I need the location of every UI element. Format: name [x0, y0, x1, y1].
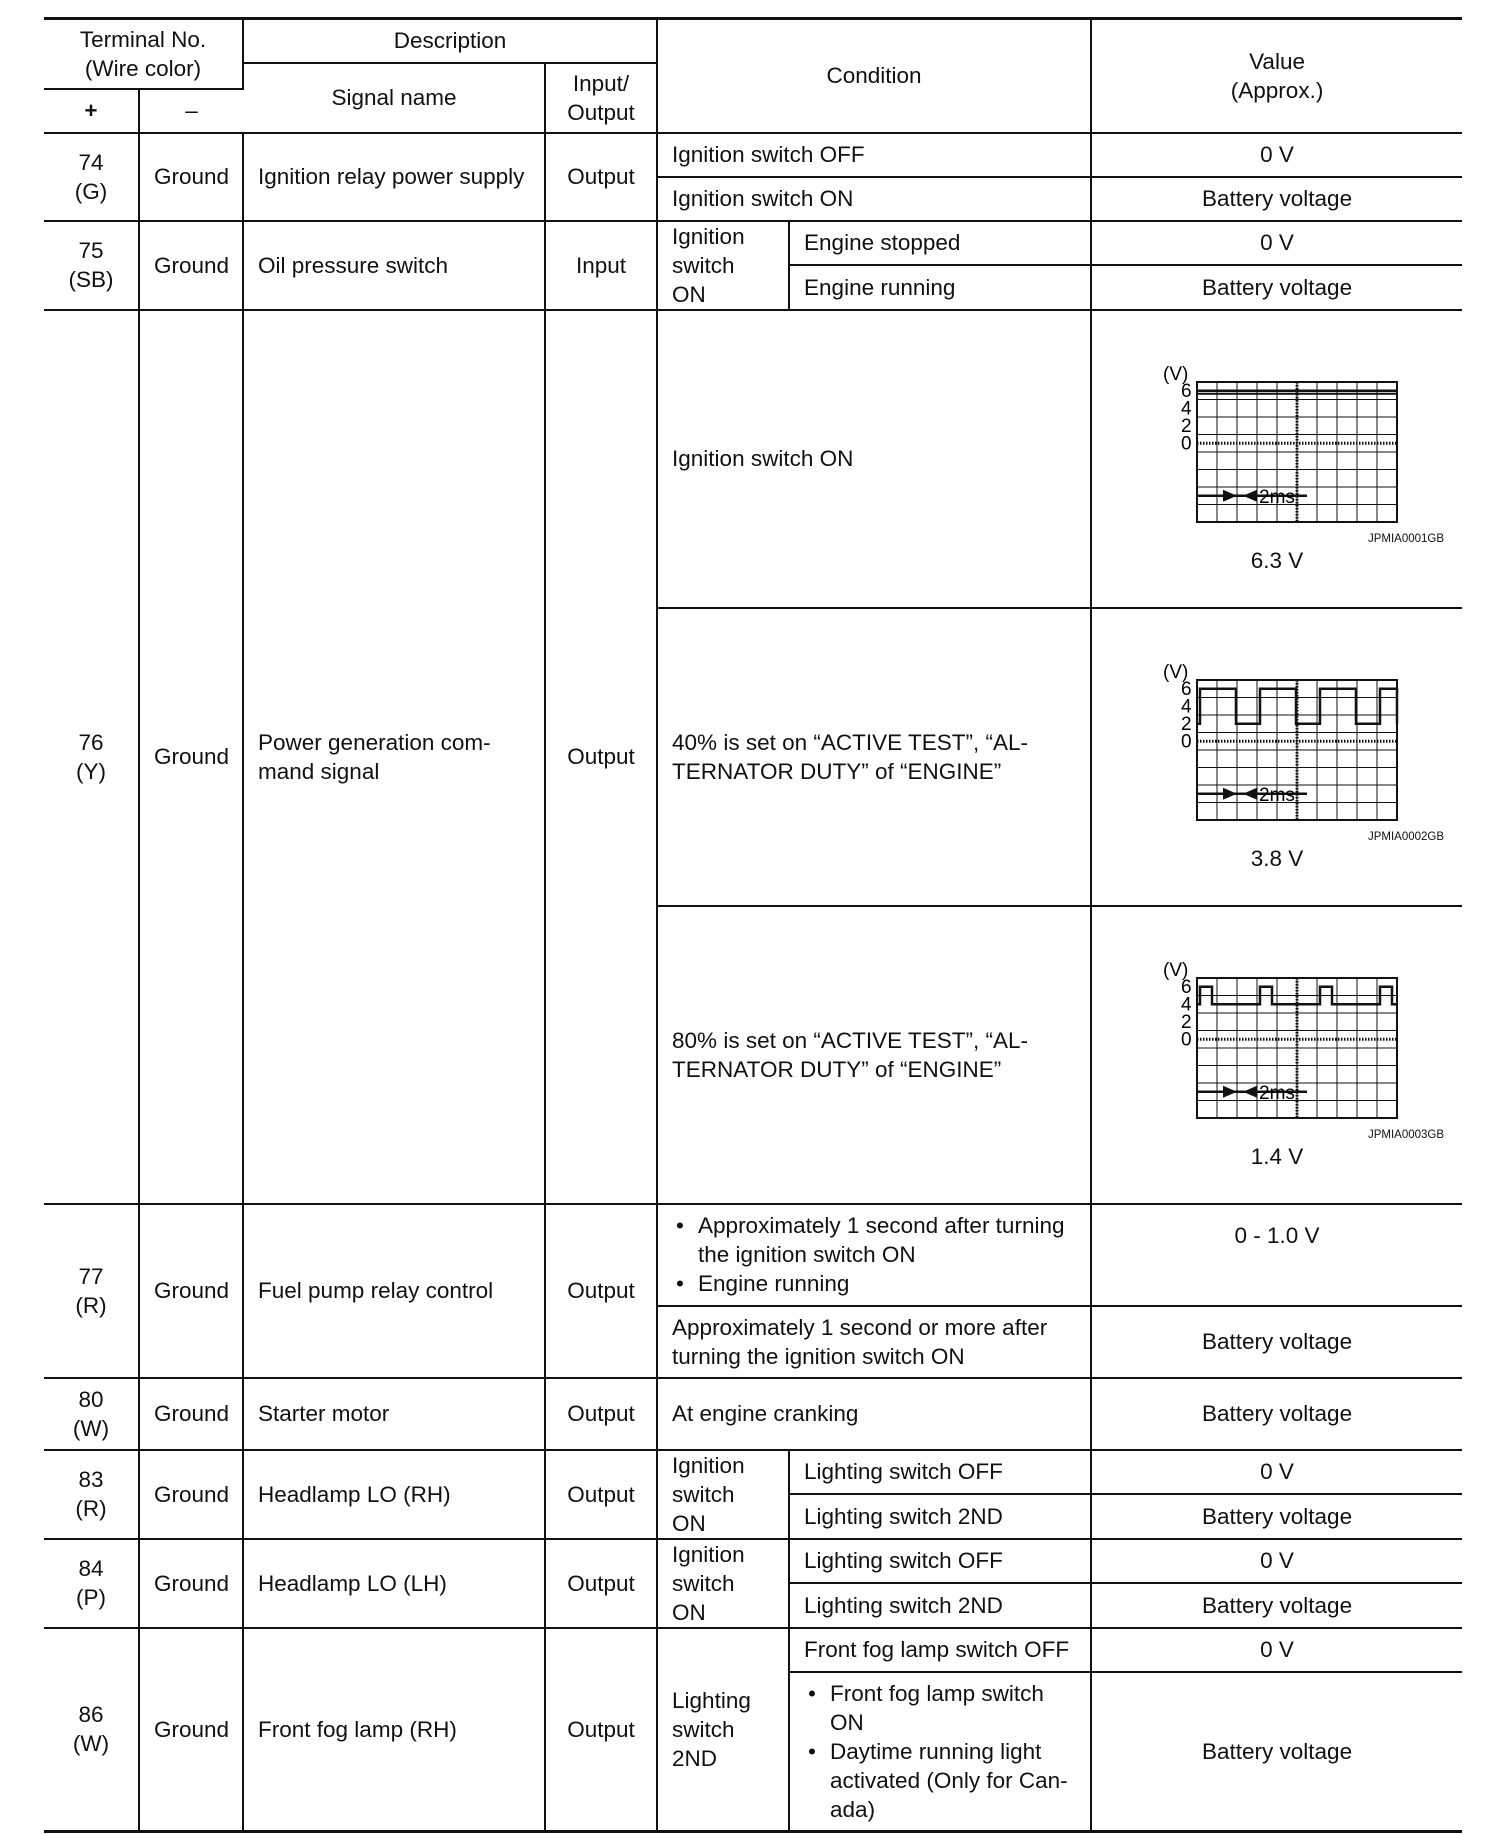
- axis-tick-label: 2: [1181, 415, 1192, 437]
- header-value: Value (Approx.): [1091, 19, 1462, 133]
- condition: Approximately 1 second or more after turning the ignition switch ON: [657, 1306, 1091, 1378]
- condition: Ignition switch ON: [657, 310, 1091, 608]
- condition: At engine cranking: [657, 1378, 1091, 1450]
- signal-name: Ignition relay power supply: [243, 133, 545, 221]
- condition: Engine running: [789, 265, 1091, 310]
- condition-group: Ignition switch ON: [657, 221, 789, 310]
- value: 0 V: [1091, 1628, 1462, 1672]
- axis-tick-label: 4: [1181, 398, 1192, 420]
- scope-grid: [1197, 382, 1397, 522]
- time-marker-arrow: [1243, 1086, 1257, 1098]
- axis-tick-label: 4: [1181, 696, 1192, 718]
- terminal-ground: Ground: [139, 1378, 243, 1450]
- terminal-ground: Ground: [139, 1539, 243, 1628]
- table-row: [44, 221, 1462, 266]
- value: 0 V: [1091, 1450, 1462, 1495]
- list-item: • Front fog lamp switch ON: [830, 1679, 1076, 1737]
- terminal-ground: Ground: [139, 221, 243, 310]
- axis-tick-label: 0: [1181, 731, 1192, 753]
- axis-tick-label: 0: [1181, 1029, 1192, 1051]
- header-condition: Condition: [657, 19, 1091, 133]
- waveform-cell: [1091, 310, 1462, 608]
- header-terminal: Terminal No. (Wire color): [44, 19, 243, 89]
- signal-name: Front fog lamp (RH): [243, 1628, 545, 1832]
- scope-grid: [1197, 978, 1397, 1118]
- terminal-no: 74 (G): [44, 133, 139, 221]
- signal-name: Fuel pump relay control: [243, 1204, 545, 1378]
- list-item: • Engine running: [698, 1269, 1076, 1298]
- terminal-no: 76 (Y): [44, 310, 139, 1204]
- time-marker-arrow: [1243, 490, 1257, 502]
- condition: Lighting switch 2ND: [789, 1583, 1091, 1628]
- terminal-ground: Ground: [139, 1628, 243, 1832]
- signal-name: Oil pressure switch: [243, 221, 545, 310]
- terminal-no: 75 (SB): [44, 221, 139, 310]
- condition: Ignition switch ON: [657, 177, 1091, 221]
- table-row: [44, 1450, 1462, 1495]
- terminal-ground: Ground: [139, 133, 243, 221]
- value: Battery voltage: [1091, 1378, 1462, 1450]
- waveform-cell: [1091, 906, 1462, 1204]
- table-row: [44, 1539, 1462, 1584]
- value: 1.4 V: [1250, 1144, 1304, 1169]
- input-output: Output: [545, 1204, 657, 1378]
- time-division-label: 2ms: [1259, 784, 1295, 806]
- figure-id: JPMIA0002GB: [1367, 831, 1445, 843]
- input-output: Output: [545, 1450, 657, 1539]
- value: 0 - 1.0 V: [1091, 1204, 1462, 1306]
- time-marker-arrow: [1223, 490, 1237, 502]
- oscilloscope-waveform-40pct: [1127, 640, 1427, 830]
- input-output: Output: [545, 1628, 657, 1832]
- waveform-cell: [1091, 608, 1462, 906]
- terminal-ground: Ground: [139, 310, 243, 1204]
- table-row: [44, 310, 1462, 608]
- value: 6.3 V: [1250, 548, 1304, 573]
- input-output: Input: [545, 221, 657, 310]
- condition: 80% is set on “ACTIVE TEST”, “AL- TERNATOR DUTY” of “ENGINE”: [657, 906, 1091, 1204]
- oscilloscope-waveform-80pct: [1127, 938, 1427, 1128]
- condition-group: Ignition switch ON: [657, 1539, 789, 1628]
- terminal-no: 86 (W): [44, 1628, 139, 1832]
- condition: 40% is set on “ACTIVE TEST”, “AL- TERNATOR DUTY” of “ENGINE”: [657, 608, 1091, 906]
- list-item: • Approximately 1 second after turning the ignition switch ON: [698, 1211, 1076, 1269]
- value: 0 V: [1091, 221, 1462, 266]
- signal-name: Power generation com- mand signal: [243, 310, 545, 1204]
- input-output: Output: [545, 133, 657, 221]
- value: 0 V: [1091, 133, 1462, 177]
- time-marker-arrow: [1223, 788, 1237, 800]
- waveform-trace: [1197, 689, 1397, 724]
- axis-unit-label: (V): [1163, 662, 1189, 683]
- signal-name: Headlamp LO (RH): [243, 1450, 545, 1539]
- terminal-no: 84 (P): [44, 1539, 139, 1628]
- axis-tick-label: 6: [1181, 678, 1192, 700]
- header-signal-name: Signal name: [243, 63, 545, 133]
- terminal-spec-table: [44, 17, 1462, 1833]
- axis-unit-label: (V): [1163, 960, 1189, 981]
- condition: [789, 1672, 1091, 1832]
- figure-id: JPMIA0001GB: [1367, 533, 1445, 545]
- condition: Ignition switch OFF: [657, 133, 1091, 177]
- condition: [657, 1204, 1091, 1306]
- condition: Lighting switch 2ND: [789, 1494, 1091, 1539]
- header-plus: +: [44, 89, 139, 133]
- signal-name: Starter motor: [243, 1378, 545, 1450]
- table-row: [44, 133, 1462, 177]
- header-description: Description: [243, 19, 657, 63]
- condition: Front fog lamp switch OFF: [789, 1628, 1091, 1672]
- axis-tick-label: 0: [1181, 433, 1192, 455]
- value: Battery voltage: [1091, 1494, 1462, 1539]
- value: Battery voltage: [1091, 1583, 1462, 1628]
- condition: Engine stopped: [789, 221, 1091, 266]
- header-minus: –: [139, 89, 243, 133]
- list-item: • Daytime running light activated (Only for Can- ada): [830, 1737, 1076, 1824]
- condition-group: Ignition switch ON: [657, 1450, 789, 1539]
- condition-group: Lighting switch 2ND: [657, 1628, 789, 1832]
- axis-tick-label: 2: [1181, 713, 1192, 735]
- value: Battery voltage: [1091, 1306, 1462, 1378]
- axis-unit-label: (V): [1163, 364, 1189, 385]
- axis-tick-label: 6: [1181, 976, 1192, 998]
- header-input-output: Input/ Output: [545, 63, 657, 133]
- axis-tick-label: 2: [1181, 1011, 1192, 1033]
- value: Battery voltage: [1091, 177, 1462, 221]
- time-marker-arrow: [1223, 1086, 1237, 1098]
- input-output: Output: [545, 1378, 657, 1450]
- condition: Lighting switch OFF: [789, 1539, 1091, 1584]
- value: 3.8 V: [1250, 846, 1304, 871]
- terminal-no: 77 (R): [44, 1204, 139, 1378]
- value: 0 V: [1091, 1539, 1462, 1584]
- terminal-no: 80 (W): [44, 1378, 139, 1450]
- table-row: [44, 1378, 1462, 1450]
- signal-name: Headlamp LO (LH): [243, 1539, 545, 1628]
- terminal-no: 83 (R): [44, 1450, 139, 1539]
- terminal-ground: Ground: [139, 1204, 243, 1378]
- value: Battery voltage: [1091, 1672, 1462, 1832]
- value: Battery voltage: [1091, 265, 1462, 310]
- time-division-label: 2ms: [1259, 1082, 1295, 1104]
- axis-tick-label: 4: [1181, 994, 1192, 1016]
- terminal-ground: Ground: [139, 1450, 243, 1539]
- condition: Lighting switch OFF: [789, 1450, 1091, 1495]
- axis-tick-label: 6: [1181, 380, 1192, 402]
- input-output: Output: [545, 1539, 657, 1628]
- time-marker-arrow: [1243, 788, 1257, 800]
- oscilloscope-waveform-6v: [1127, 342, 1427, 532]
- time-division-label: 2ms: [1259, 486, 1295, 508]
- input-output: Output: [545, 310, 657, 1204]
- figure-id: JPMIA0003GB: [1367, 1129, 1445, 1141]
- table-row: [44, 1628, 1462, 1672]
- table-row: [44, 1204, 1462, 1306]
